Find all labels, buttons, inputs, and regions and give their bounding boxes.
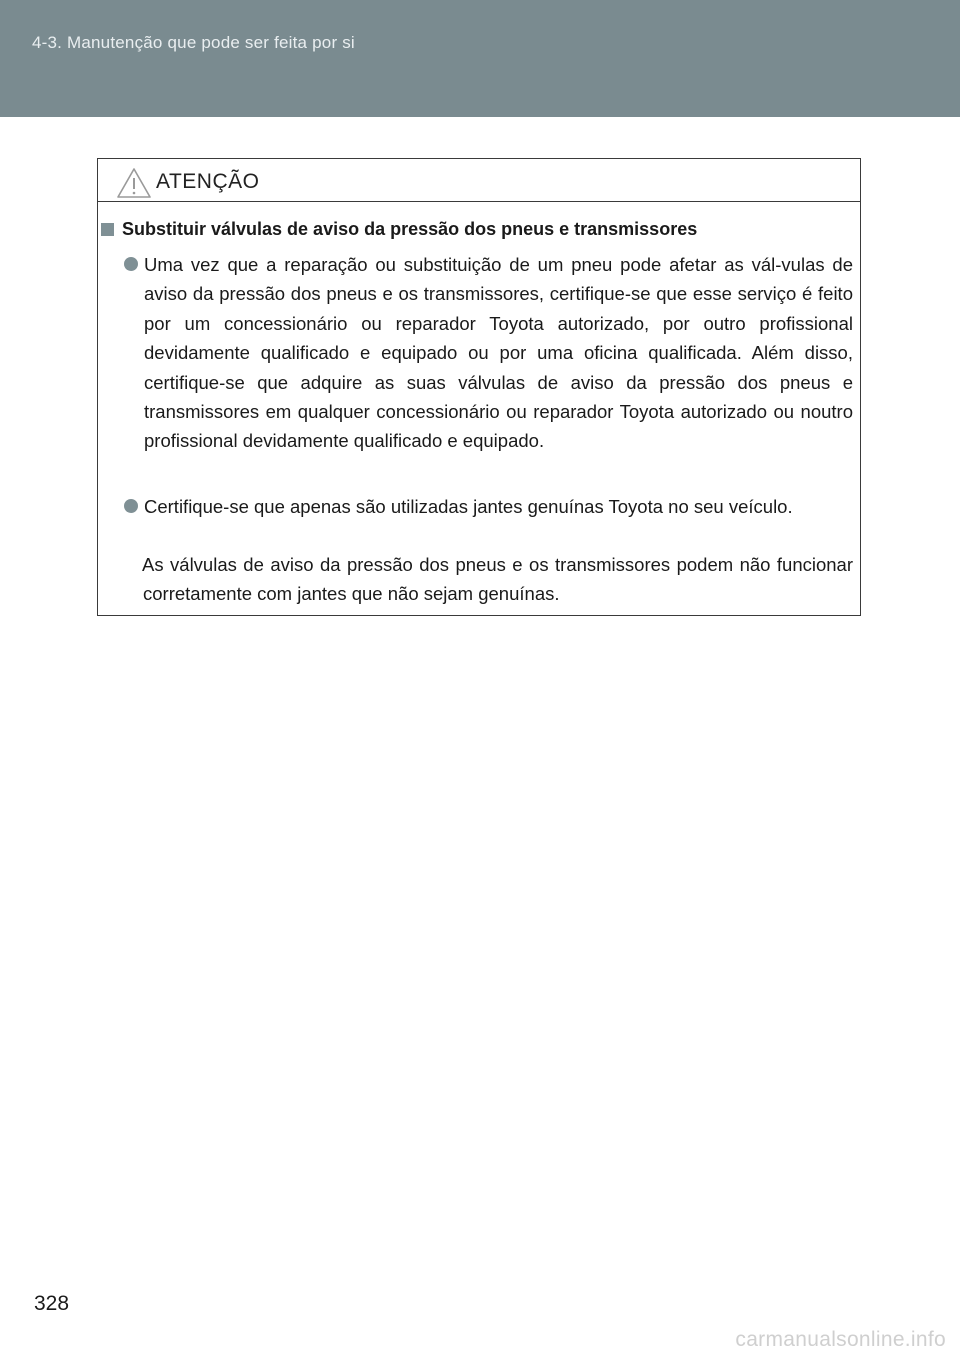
watermark: carmanualsonline.info bbox=[735, 1328, 946, 1351]
bullet-text: Certifique-se que apenas são utilizadas jantes genuínas Toyota no seu veículo. bbox=[144, 496, 793, 517]
page-number: 328 bbox=[34, 1292, 70, 1315]
bullet-item bbox=[124, 492, 853, 521]
caution-header bbox=[98, 159, 860, 202]
square-bullet-icon bbox=[101, 223, 114, 236]
bullet-item bbox=[124, 250, 853, 456]
caution-subheading-text: Substituir válvulas de aviso da pressão dos pneus e transmissores bbox=[122, 219, 698, 239]
bullet-text: Uma vez que a reparação ou substituição de um pneu pode afetar as vál-vulas de aviso da pressão dos pneus e os transmissores, certifique-se que esse serviço é feito por um concessionário ou reparador Toyota autorizado, por outro profissional devidamente qualificado e equipado ou por uma oficina qualificada. Além disso, certifique-se que adquire as suas válvulas de aviso da pressão dos pneus e transmissores em qualquer concessionário ou reparador Toyota autorizado ou noutro profissional devidamente qualificado e equipado. bbox=[144, 254, 853, 452]
circle-bullet-icon bbox=[124, 499, 138, 513]
circle-bullet-icon bbox=[124, 257, 138, 271]
section-title: 4-3. Manutenção que pode ser feita por si bbox=[32, 33, 355, 52]
warning-triangle-icon bbox=[116, 167, 152, 199]
caution-label: ATENÇÃO bbox=[156, 170, 260, 193]
caution-box bbox=[97, 158, 861, 616]
bullet-note: As válvulas de aviso da pressão dos pneus e os transmissores podem não funcionar corretamente com jantes que não sejam genuínas. bbox=[142, 554, 853, 605]
caution-subheading bbox=[101, 219, 697, 240]
chapter-header-band bbox=[0, 0, 960, 117]
